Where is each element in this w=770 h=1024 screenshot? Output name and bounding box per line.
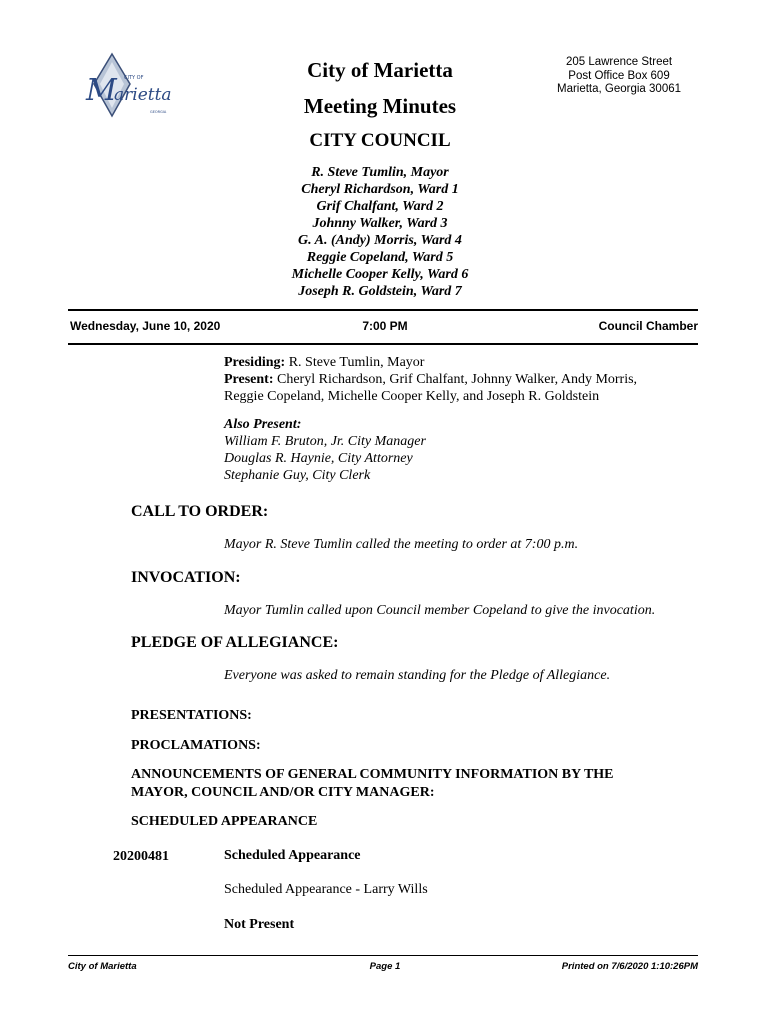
svg-text:CITY OF: CITY OF	[124, 75, 144, 81]
member-line: Michelle Cooper Kelly, Ward 6	[291, 267, 469, 282]
member-line: G. A. (Andy) Morris, Ward 4	[298, 233, 462, 248]
address-line: Post Office Box 609	[568, 69, 670, 82]
item-number: 20200481	[113, 849, 169, 864]
member-line: Cheryl Richardson, Ward 1	[301, 182, 459, 197]
footer-page-number: Page 1	[369, 961, 401, 972]
heading-invocation: INVOCATION:	[131, 569, 241, 586]
heading-presentations: PRESENTATIONS:	[131, 708, 252, 723]
footer-organization: City of Marietta	[68, 961, 137, 972]
also-present-item: Stephanie Guy, City Clerk	[224, 468, 371, 483]
invocation-text: Mayor Tumlin called upon Council member Copeland to give the invocation.	[224, 603, 656, 618]
council-members	[230, 164, 530, 300]
svg-text:arietta: arietta	[114, 85, 172, 105]
meeting-date: Wednesday, June 10, 2020	[70, 319, 221, 333]
heading-call-to-order: CALL TO ORDER:	[131, 503, 269, 520]
document-subtitle: Meeting Minutes	[303, 94, 457, 118]
member-line: Grif Chalfant, Ward 2	[316, 199, 444, 214]
presiding-label: Presiding:	[224, 355, 286, 370]
present-value: Cheryl Richardson, Grif Chalfant, Johnny Walker, Andy Morris,	[277, 372, 638, 387]
heading-pledge: PLEDGE OF ALLEGIANCE:	[131, 634, 339, 651]
heading-proclamations: PROCLAMATIONS:	[131, 738, 261, 753]
heading-announcements: ANNOUNCEMENTS OF GENERAL COMMUNITY INFORMATION BY THE	[131, 767, 614, 782]
heading-scheduled-appearance: SCHEDULED APPEARANCE	[131, 814, 318, 829]
call-to-order-text: Mayor R. Steve Tumlin called the meeting to order at 7:00 p.m.	[224, 537, 579, 552]
footer-divider	[68, 955, 698, 956]
meeting-time: 7:00 PM	[362, 319, 408, 333]
divider-top	[68, 309, 698, 311]
council-name: CITY COUNCIL	[309, 130, 451, 151]
presiding-value: R. Steve Tumlin, Mayor	[288, 355, 425, 370]
member-line: R. Steve Tumlin, Mayor	[311, 165, 449, 180]
pledge-text: Everyone was asked to remain standing for the Pledge of Allegiance.	[224, 668, 611, 683]
svg-text:GEORGIA: GEORGIA	[150, 110, 167, 114]
member-line: Johnny Walker, Ward 3	[312, 216, 448, 231]
divider-bottom	[68, 343, 698, 345]
present-label: Present:	[224, 372, 274, 387]
address-line: 205 Lawrence Street	[565, 56, 673, 68]
footer-print-date: Printed on 7/6/2020 1:10:26PM	[561, 961, 698, 972]
attendance-block	[224, 354, 637, 405]
also-present-item: Douglas R. Haynie, City Attorney	[224, 451, 413, 466]
document-title: City of Marietta	[307, 58, 453, 82]
also-present-item: William F. Bruton, Jr. City Manager	[224, 434, 426, 449]
svg-text:M: M	[86, 73, 117, 108]
item-status: Not Present	[224, 917, 295, 932]
also-present-label: Also Present:	[224, 417, 302, 432]
member-line: Joseph R. Goldstein, Ward 7	[298, 284, 462, 299]
item-description: Scheduled Appearance - Larry Wills	[224, 882, 428, 897]
heading-announcements-continued: MAYOR, COUNCIL AND/OR CITY MANAGER:	[131, 785, 435, 800]
present-value-continued: Reggie Copeland, Michelle Cooper Kelly, and Joseph R. Goldstein	[224, 389, 600, 404]
item-title: Scheduled Appearance	[224, 848, 361, 863]
member-line: Reggie Copeland, Ward 5	[306, 250, 454, 265]
city-logo	[80, 52, 176, 122]
address-line: Marietta, Georgia 30061	[556, 83, 682, 95]
also-present-block	[224, 416, 426, 484]
meeting-location: Council Chamber	[598, 319, 698, 333]
address-block	[540, 56, 698, 97]
